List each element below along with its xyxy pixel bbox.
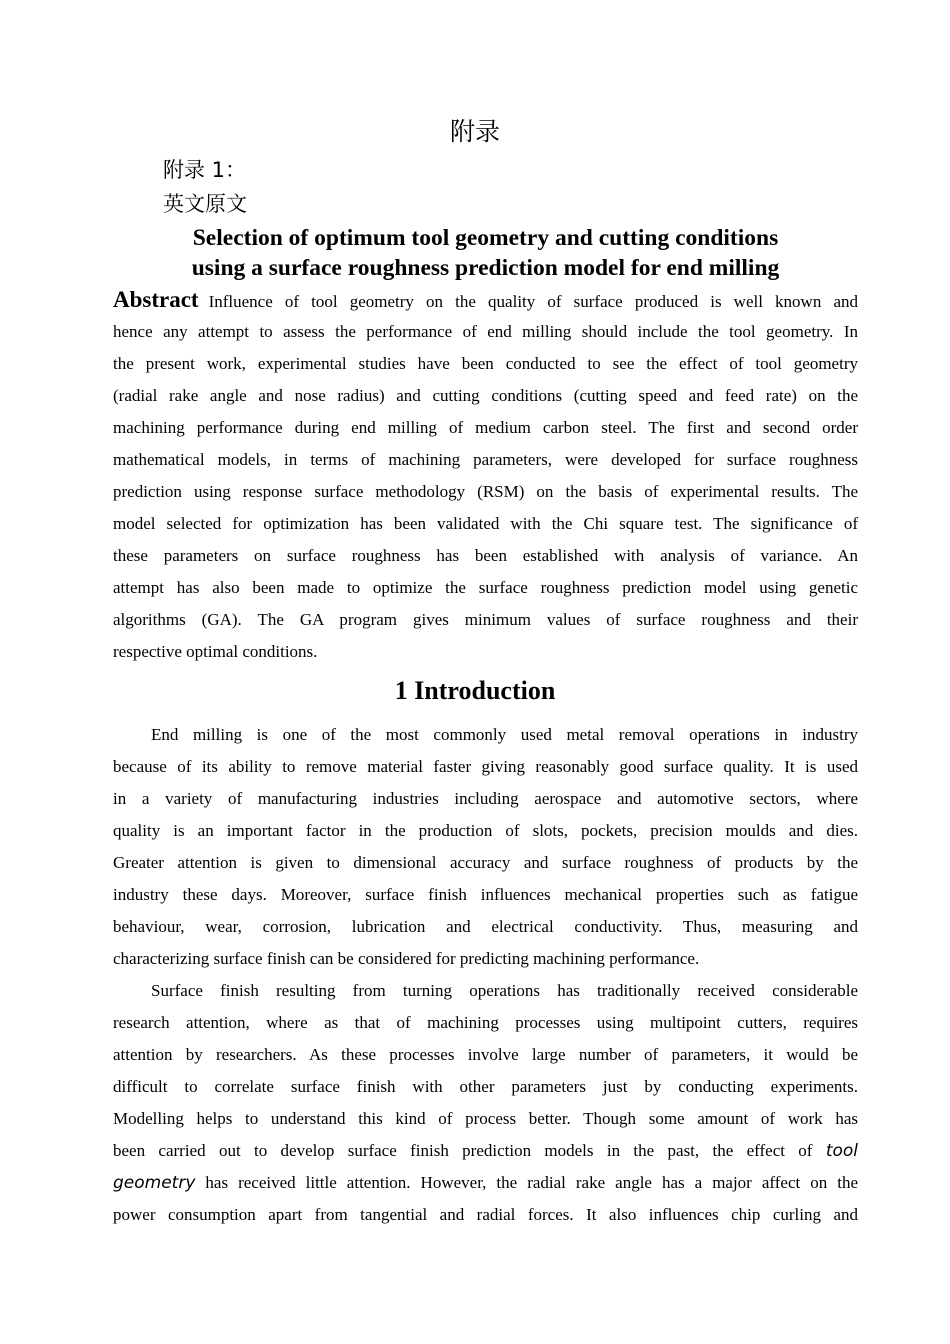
paragraph-line: Surface finish resulting from turning operations has traditionally received considerable — [151, 981, 858, 1000]
italic-term: geometry — [113, 1173, 196, 1193]
abstract-line: (radial rake angle and nose radius) and cutting conditions (cutting speed and feed rate) on the — [113, 386, 858, 405]
section-heading-introduction: 1 Introduction — [394, 676, 556, 705]
paragraph-line: difficult to correlate surface finish with other parameters just by conducting experiments. — [113, 1077, 858, 1096]
intro-paragraph-1 — [113, 719, 858, 975]
abstract-line-text: Influence of tool geometry on the quality of surface produced is well known and — [208, 292, 858, 311]
abstract-line: the present work, experimental studies have been conducted to see the effect of tool geometry — [113, 354, 858, 373]
paragraph-line: Modelling helps to understand this kind of process better. Though some amount of work has — [113, 1109, 858, 1128]
paragraph-line: power consumption apart from tangential and radial forces. It also influences chip curling and — [113, 1205, 858, 1224]
abstract-line: algorithms (GA). The GA program gives minimum values of surface roughness and their — [113, 610, 858, 629]
paragraph-line: because of its ability to remove material faster giving reasonably good surface quality. It is used — [113, 757, 858, 776]
paper-title-line-1: Selection of optimum tool geometry and cutting conditions — [192, 225, 779, 251]
intro-paragraph-2 — [113, 975, 858, 1231]
abstract — [113, 284, 858, 668]
paragraph-line: End milling is one of the most commonly used metal removal operations in industry — [151, 725, 858, 744]
abstract-line: mathematical models, in terms of machining parameters, were developed for surface roughness — [113, 450, 858, 469]
paragraph-line — [113, 1167, 858, 1199]
paragraph-line: characterizing surface finish can be considered for predicting machining performance. — [113, 949, 700, 968]
paragraph-line-text: been carried out to develop surface finish prediction models in the past, the effect of — [113, 1141, 813, 1160]
paragraph-line: attention by researchers. As these processes involve large number of parameters, it would be — [113, 1045, 858, 1064]
abstract-line: hence any attempt to assess the performance of end milling should include the tool geometry. In — [113, 322, 858, 341]
abstract-line: these parameters on surface roughness has been established with analysis of variance. An — [113, 546, 858, 565]
abstract-label: Abstract — [113, 287, 199, 312]
appendix-1-label: 附录 1： — [163, 158, 247, 182]
paragraph-line: behaviour, wear, corrosion, lubrication and electrical conductivity. Thus, measuring and — [113, 917, 858, 936]
paragraph-line: in a variety of manufacturing industries including aerospace and automotive sectors, where — [113, 789, 858, 808]
paragraph-line: industry these days. Moreover, surface finish influences mechanical properties such as fatigue — [113, 885, 858, 904]
abstract-line: machining performance during end milling of medium carbon steel. The first and second order — [113, 418, 858, 437]
italic-term: tool — [825, 1141, 859, 1161]
appendix-title: 附录 — [449, 117, 500, 146]
paragraph-line — [113, 1135, 858, 1167]
paragraph-line-text: has received little attention. However, the radial rake angle has a major affect on the — [205, 1173, 858, 1192]
abstract-line: prediction using response surface methodology (RSM) on the basis of experimental results. The — [113, 482, 858, 501]
abstract-line: respective optimal conditions. — [113, 642, 318, 661]
paragraph-line: quality is an important factor in the production of slots, pockets, precision moulds and dies. — [113, 821, 858, 840]
abstract-line: attempt has also been made to optimize the surface roughness prediction model using genetic — [113, 578, 858, 597]
original-text-label: 英文原文 — [163, 192, 247, 216]
paragraph-line: Greater attention is given to dimensional accuracy and surface roughness of products by the — [113, 853, 858, 872]
abstract-line: model selected for optimization has been validated with the Chi square test. The significance of — [113, 514, 858, 533]
abstract-line — [113, 284, 858, 316]
paragraph-line: research attention, where as that of machining processes using multipoint cutters, requires — [113, 1013, 858, 1032]
paper-title-line-2: using a surface roughness prediction model for end milling — [191, 255, 780, 281]
